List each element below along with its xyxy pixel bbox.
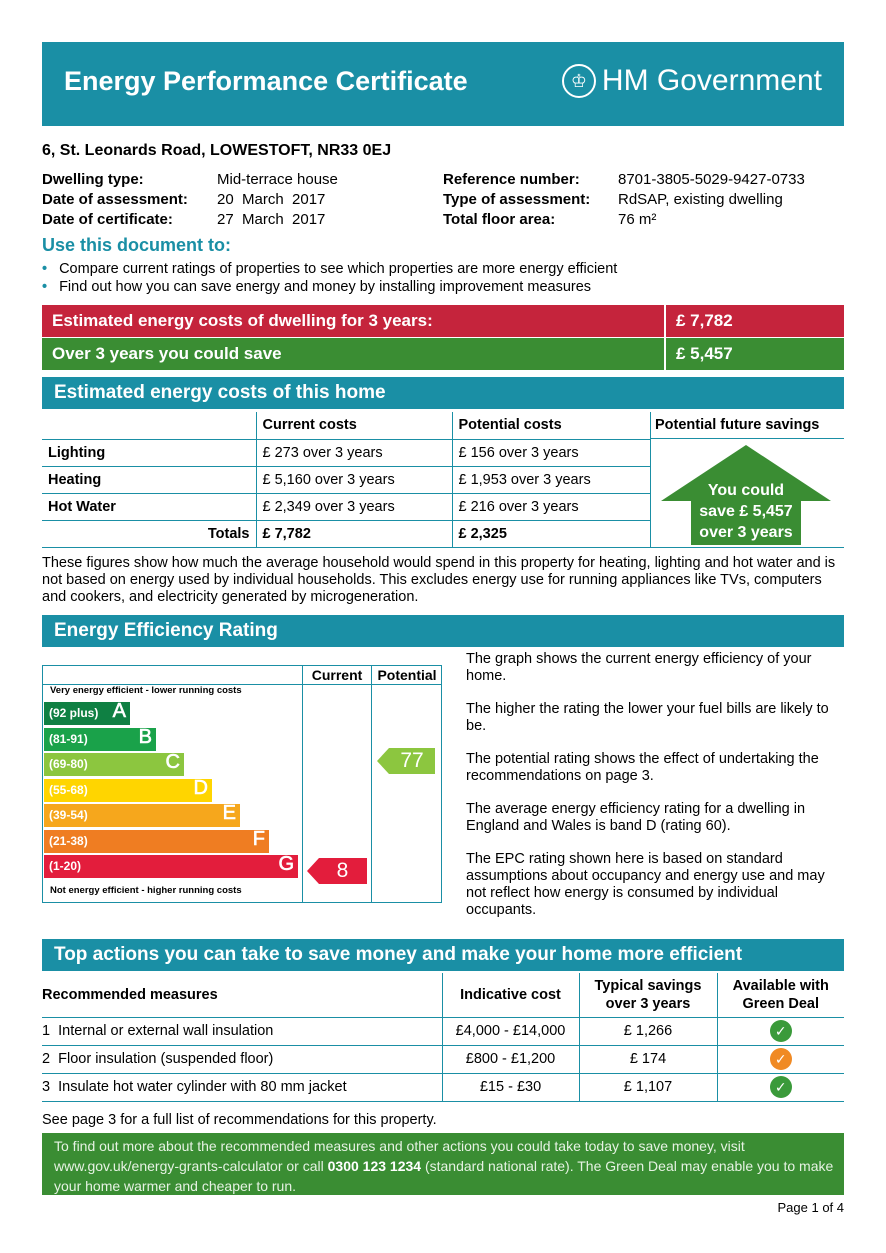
col-indicative-cost: Indicative cost <box>442 973 579 1017</box>
details-right <box>443 170 805 230</box>
table-row: Heating £ 5,160 over 3 years £ 1,953 over 3 years <box>42 466 650 493</box>
footer-info: To find out more about the recommended measures and other actions you could take today to save money, visit www.gov.uk/energy-grants-calculator or call 0300 123 1234 (standard national rate). The Green Deal may enable you to make your home warmer and cheaper to run. <box>42 1133 844 1195</box>
save-value: £ 5,457 <box>666 338 844 370</box>
band-letter: B <box>138 725 152 748</box>
reference-value: 8701-3805-5029-9427-0733 <box>618 171 805 188</box>
header-banner <box>42 42 844 126</box>
page-title: Energy Performance Certificate <box>64 66 468 96</box>
costs-table <box>42 412 650 548</box>
table-row: 3 Insulate hot water cylinder with 80 mm jacket £15 - £30 £ 1,107 ✓ <box>42 1073 844 1101</box>
rating-band-c <box>44 753 184 776</box>
band-letter: A <box>112 700 126 722</box>
table-row: Hot Water £ 2,349 over 3 years £ 216 over 3 years <box>42 493 650 520</box>
royal-crest-icon: ♔ <box>562 64 596 98</box>
check-icon: ✓ <box>770 1076 792 1098</box>
details-left <box>42 170 338 230</box>
floor-area-label: Total floor area: <box>443 211 556 228</box>
chart-header-spacer <box>42 665 302 685</box>
actions-heading: Top actions you can take to save money and make your home more efficient <box>42 939 844 971</box>
rating-explanation: The graph shows the current energy efficiency of your home. The higher the rating the lower your fuel bills are likely to be. The potential rating shows the effect of undertaking the recommendations on page 3. The average energy efficiency rating for a dwelling in England and Wales is band D (rating 60). The EPC rating shown here is based on standard assumptions about occupancy and energy use and may not reflect how energy is consumed by individual occupants. <box>466 651 829 918</box>
use-doc-list <box>42 260 617 296</box>
rating-band-a <box>44 702 130 725</box>
potential-rating-value: 77 <box>400 749 424 772</box>
list-item: • Find out how you can save energy and money by installing improvement measures <box>42 279 592 295</box>
band-range: (1-20) <box>49 859 82 873</box>
check-icon: ✓ <box>770 1048 792 1070</box>
current-rating-value: 8 <box>336 859 349 882</box>
col-current-rating: Current <box>302 665 372 685</box>
rating-heading: Energy Efficiency Rating <box>42 615 844 647</box>
actions-table <box>42 973 844 1102</box>
table-row: 2 Floor insulation (suspended floor) £800 - £1,200 £ 174 ✓ <box>42 1045 844 1073</box>
table-row: Lighting £ 273 over 3 years £ 156 over 3 years <box>42 439 650 466</box>
band-range: (81-91) <box>49 731 88 746</box>
costs-heading: Estimated energy costs of this home <box>42 377 844 409</box>
band-range: (69-80) <box>49 757 88 771</box>
see-page-note: See page 3 for a full list of recommendations for this property. <box>42 1112 437 1128</box>
band-range: (21-38) <box>49 833 88 848</box>
rating-band-e <box>44 804 240 827</box>
col-current-costs: Current costs <box>256 412 452 439</box>
date-assessment-value: 20 March 2017 <box>217 191 326 208</box>
property-address: 6, St. Leonards Road, LOWESTOFT, NR33 0EJ <box>42 142 392 159</box>
rating-band-f <box>44 827 269 853</box>
band-range: (92 plus) <box>49 706 99 720</box>
band-letter: F <box>252 827 265 850</box>
date-certificate-label: Date of certificate: <box>42 211 173 228</box>
dwelling-type-label: Dwelling type: <box>42 171 144 188</box>
band-range: (39-54) <box>49 808 88 822</box>
col-recommended-measures: Recommended measures <box>42 973 442 1017</box>
band-letter: G <box>278 853 294 875</box>
rating-band-b <box>44 725 156 751</box>
assessment-type-label: Type of assessment: <box>443 191 591 208</box>
page-number: Page 1 of 4 <box>777 1200 844 1215</box>
check-icon: ✓ <box>770 1020 792 1042</box>
table-row: 1 Internal or external wall insulation £4,000 - £14,000 £ 1,266 ✓ <box>42 1017 844 1045</box>
reference-label: Reference number: <box>443 171 580 188</box>
phone-number: 0300 123 1234 <box>327 1158 422 1174</box>
costs-note: These figures show how much the average household would spend in this property for heating, lighting and hot water and is not based on energy used by individual households. This excludes energy use for running appliances like TVs, computers and cookers, and electricity generated by microgeneration. <box>42 555 836 605</box>
savings-arrow-text: You could save £ 5,457 over 3 years <box>699 482 793 541</box>
date-certificate-value: 27 March 2017 <box>217 211 326 228</box>
future-savings-cell <box>650 412 844 548</box>
dwelling-type-value: Mid-terrace house <box>217 171 338 188</box>
rating-band-d <box>44 776 212 802</box>
col-future-savings: Potential future savings <box>651 412 844 439</box>
bottom-efficiency-label: Not energy efficient - higher running costs <box>50 885 242 896</box>
gov-logo-text: HM Government <box>601 64 822 97</box>
floor-area-value: 76 m² <box>618 211 657 228</box>
gov-logo <box>562 64 822 98</box>
save-label: Over 3 years you could save <box>42 338 664 370</box>
col-potential-rating: Potential <box>372 665 442 685</box>
col-typical-savings: Typical savings over 3 years <box>579 973 717 1017</box>
totals-row: Totals £ 7,782 £ 2,325 <box>42 520 650 547</box>
col-potential-costs: Potential costs <box>452 412 650 439</box>
rating-band-g <box>44 855 298 878</box>
assessment-type-value: RdSAP, existing dwelling <box>618 191 783 208</box>
use-doc-heading: Use this document to: <box>42 235 232 255</box>
top-efficiency-label: Very energy efficient - lower running costs <box>50 685 242 696</box>
band-letter: C <box>165 751 180 773</box>
band-letter: D <box>193 776 208 799</box>
est-cost-value: £ 7,782 <box>666 305 844 337</box>
band-range: (55-68) <box>49 782 88 797</box>
date-assessment-label: Date of assessment: <box>42 191 188 208</box>
est-cost-label: Estimated energy costs of dwelling for 3 years: <box>42 305 664 337</box>
list-item: • Compare current ratings of properties to see which properties are more energy efficient <box>42 261 618 277</box>
band-letter: E <box>222 802 236 824</box>
col-green-deal: Available with Green Deal <box>717 973 844 1017</box>
